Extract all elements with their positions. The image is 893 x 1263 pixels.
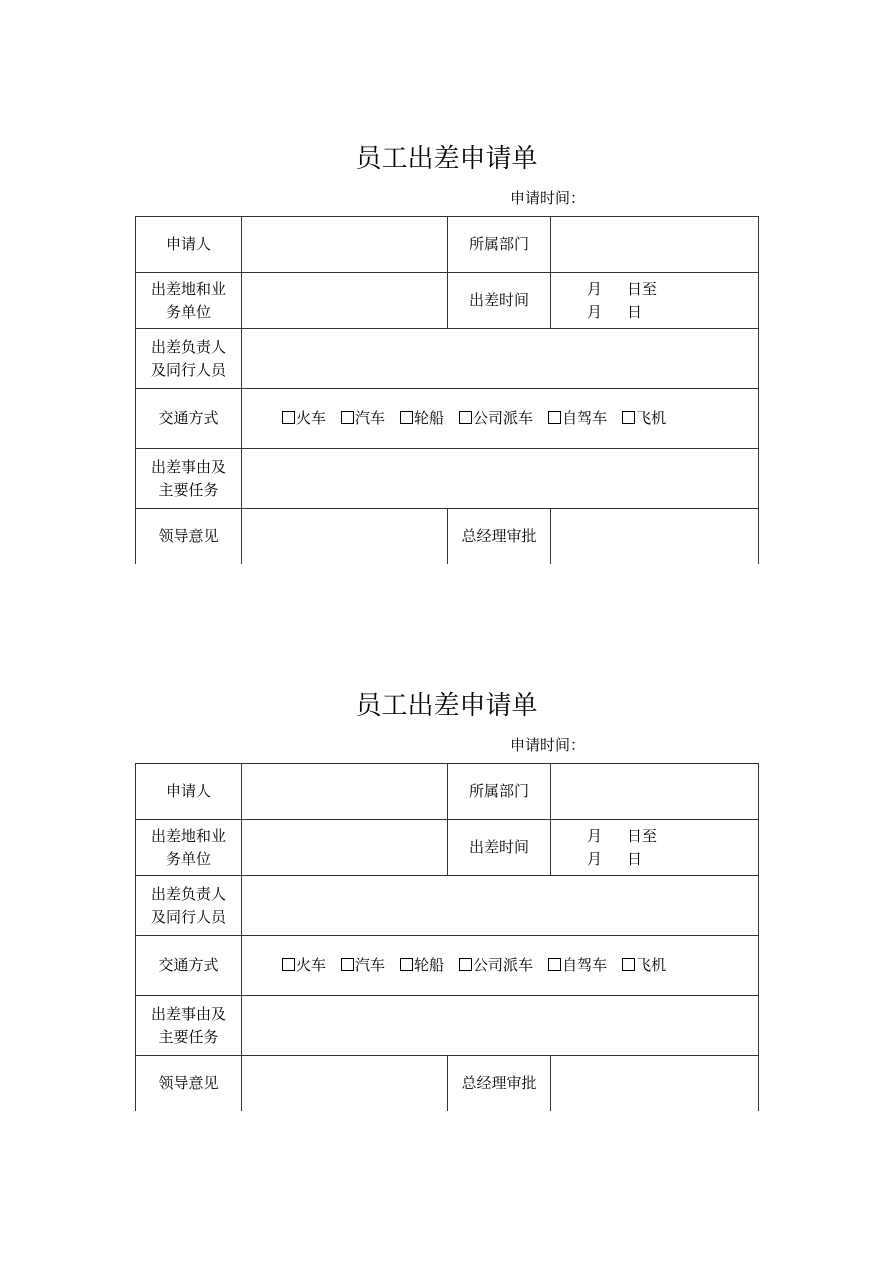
checkbox-icon[interactable] [548,958,561,971]
form-row-applicant [136,764,759,820]
checkbox-icon[interactable] [459,958,472,971]
checkbox-icon[interactable] [400,958,413,971]
transport-option-label: 飞机 [636,956,667,974]
form-table [135,763,759,1111]
transport-option-ship[interactable] [400,407,444,430]
trip-time-field[interactable] [551,273,759,329]
form-row-reason [136,996,759,1056]
reason-field[interactable] [242,449,759,509]
destination-label [136,820,242,876]
transport-options [242,389,759,449]
transport-option-label: 自驾车 [562,409,608,427]
department-field[interactable] [551,764,759,820]
destination-label-line-1: 出差地和业 [150,279,226,298]
checkbox-icon[interactable] [548,411,561,424]
leader-label [136,876,242,936]
trip-time-label: 出差时间 [448,273,551,329]
checkbox-icon[interactable] [459,411,472,424]
form-title: 员工出差申请单 [355,144,538,174]
applicant-label: 申请人 [136,764,242,820]
date-to-month: 月 [587,302,603,321]
destination-label-line-1: 出差地和业 [150,826,226,845]
checkbox-icon[interactable] [282,958,295,971]
leader-field[interactable] [242,329,759,389]
destination-field[interactable] [242,273,448,329]
destination-label [136,273,242,329]
leader-label-line-2: 及同行人员 [150,907,226,926]
reason-label-line-2: 主要任务 [158,480,219,499]
transport-option-bus[interactable] [341,407,385,430]
checkbox-icon[interactable] [341,411,354,424]
transport-option-plane[interactable] [622,954,666,977]
reason-field[interactable] [242,996,759,1056]
department-field[interactable] [551,217,759,273]
trip-time-label: 出差时间 [448,820,551,876]
transport-option-company-car[interactable] [459,954,533,977]
leader-opinion-field[interactable] [242,1056,448,1112]
transport-option-label: 飞机 [636,409,667,427]
reason-label-line-2: 主要任务 [158,1027,219,1046]
checkbox-icon[interactable] [622,411,635,424]
form-row-leader [136,329,759,389]
date-to-day: 日 [627,849,643,868]
leader-opinion-field[interactable] [242,509,448,565]
transport-label: 交通方式 [136,389,242,449]
transport-option-label: 汽车 [355,409,386,427]
leader-opinion-label: 领导意见 [136,509,242,565]
reason-label-line-1: 出差事由及 [150,1004,226,1023]
transport-option-self-drive[interactable] [548,407,607,430]
transport-option-train[interactable] [282,407,326,430]
transport-option-label: 公司派车 [473,409,534,427]
leader-opinion-label: 领导意见 [136,1056,242,1112]
transport-option-train[interactable] [282,954,326,977]
date-to-month: 月 [587,849,603,868]
applicant-label: 申请人 [136,217,242,273]
applicant-field[interactable] [242,217,448,273]
leader-label [136,329,242,389]
applicant-field[interactable] [242,764,448,820]
transport-option-label: 自驾车 [562,956,608,974]
form-row-transport [136,936,759,996]
form-row-approval [136,1056,759,1112]
form-title: 员工出差申请单 [355,691,538,721]
transport-label: 交通方式 [136,936,242,996]
form-row-transport [136,389,759,449]
leader-label-line-2: 及同行人员 [150,360,226,379]
reason-label [136,449,242,509]
department-label: 所属部门 [448,217,551,273]
checkbox-icon[interactable] [341,958,354,971]
form-row-destination [136,820,759,876]
transport-option-label: 轮船 [414,409,445,427]
transport-option-label: 公司派车 [473,956,534,974]
gm-approval-label: 总经理审批 [448,1056,551,1112]
transport-option-plane[interactable] [622,407,666,430]
gm-approval-field[interactable] [551,509,759,565]
form-row-reason [136,449,759,509]
date-from-month: 月 [587,279,603,298]
transport-option-company-car[interactable] [459,407,533,430]
transport-option-ship[interactable] [400,954,444,977]
transport-option-label: 火车 [296,409,327,427]
checkbox-icon[interactable] [400,411,413,424]
leader-label-line-1: 出差负责人 [150,884,226,903]
transport-option-label: 火车 [296,956,327,974]
reason-label-line-1: 出差事由及 [150,457,226,476]
form-row-approval [136,509,759,565]
date-to-day: 日 [627,302,643,321]
form-row-destination [136,273,759,329]
apply-time-label: 申请时间： [510,736,586,754]
trip-time-field[interactable] [551,820,759,876]
transport-options [242,936,759,996]
reason-label [136,996,242,1056]
transport-option-bus[interactable] [341,954,385,977]
destination-label-line-2: 务单位 [165,849,211,868]
gm-approval-label: 总经理审批 [448,509,551,565]
destination-label-line-2: 务单位 [165,302,211,321]
destination-field[interactable] [242,820,448,876]
form-row-applicant [136,217,759,273]
form-table [135,216,759,564]
date-from-day: 日至 [627,826,658,845]
form-row-leader [136,876,759,936]
date-from-month: 月 [587,826,603,845]
checkbox-icon[interactable] [282,411,295,424]
leader-label-line-1: 出差负责人 [150,337,226,356]
date-from-day: 日至 [627,279,658,298]
transport-option-self-drive[interactable] [548,954,607,977]
apply-time-label: 申请时间： [510,189,586,207]
checkbox-icon[interactable] [622,958,635,971]
gm-approval-field[interactable] [551,1056,759,1112]
transport-option-label: 轮船 [414,956,445,974]
leader-field[interactable] [242,876,759,936]
transport-option-label: 汽车 [355,956,386,974]
department-label: 所属部门 [448,764,551,820]
